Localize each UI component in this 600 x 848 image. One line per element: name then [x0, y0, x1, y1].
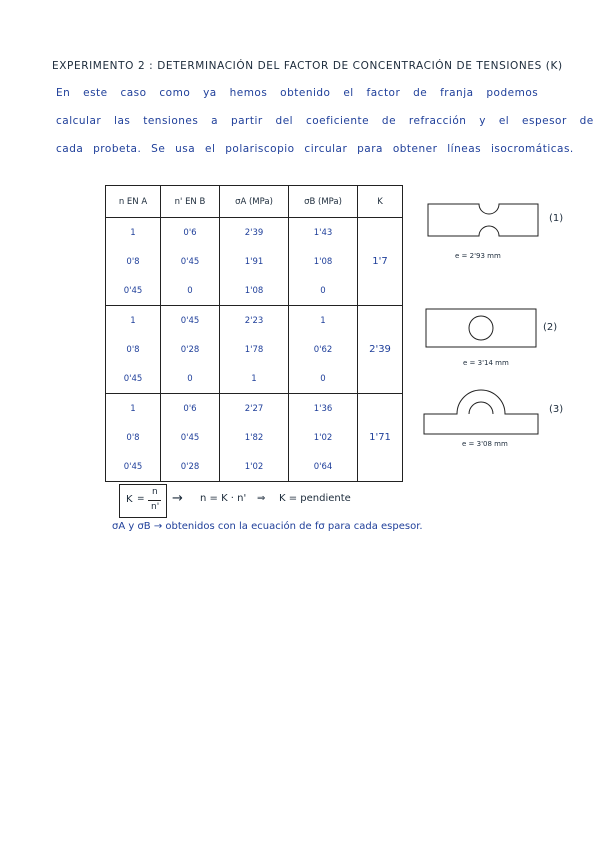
cell-sigma-a: 2'27 — [220, 394, 289, 424]
cell-sigma-b: 1'43 — [289, 218, 358, 248]
cell-n-b: 0 — [161, 276, 220, 306]
results-table — [105, 185, 403, 482]
cell-n-b: 0'45 — [161, 247, 220, 276]
cell-n-b: 0'28 — [161, 335, 220, 364]
figure-1-label: (1) — [549, 213, 564, 224]
note-line: σA y σB → obtenidos con la ecuación de fσ para cada espesor. — [112, 521, 423, 532]
header-sigma-a: σA (MPa) — [220, 186, 289, 218]
cell-sigma-a: 2'23 — [220, 306, 289, 336]
cell-n-a: 0'8 — [106, 247, 161, 276]
cell-n-a: 0'8 — [106, 423, 161, 452]
page-title: EXPERIMENTO 2 : DETERMINACIÓN DEL FACTOR DE CONCENTRACIÓN DE TENSIONES (K) — [52, 60, 563, 72]
paragraph-line-1: En este caso como ya hemos obtenido el factor de franja podemos — [56, 87, 539, 99]
cell-sigma-a: 1'78 — [220, 335, 289, 364]
cell-sigma-a: 1'82 — [220, 423, 289, 452]
specimen-notched-plate-drawing — [427, 200, 539, 240]
cell-n-a: 0'45 — [106, 452, 161, 482]
cell-sigma-b: 0 — [289, 276, 358, 306]
cell-k: 1'7 — [358, 218, 403, 306]
cell-n-b: 0'45 — [161, 423, 220, 452]
cell-n-b: 0'45 — [161, 306, 220, 336]
header-sigma-b: σB (MPa) — [289, 186, 358, 218]
specimen-plate-with-bump-drawing — [423, 388, 539, 438]
cell-n-b: 0'6 — [161, 218, 220, 248]
cell-sigma-b: 0 — [289, 364, 358, 394]
table-row — [106, 394, 403, 424]
cell-n-a: 1 — [106, 218, 161, 248]
figure-2-thickness: e = 3'14 mm — [463, 359, 509, 367]
cell-sigma-b: 1'36 — [289, 394, 358, 424]
table-header-row — [106, 186, 403, 218]
header-n-a: n EN A — [106, 186, 161, 218]
figure-2-label: (2) — [543, 322, 558, 333]
implies-icon: ⇒ — [257, 493, 266, 504]
formula-equals: = — [137, 494, 145, 504]
fraction-bar — [148, 500, 161, 501]
cell-k: 2'39 — [358, 306, 403, 394]
cell-n-b: 0 — [161, 364, 220, 394]
cell-n-a: 1 — [106, 306, 161, 336]
header-n-b: n' EN B — [161, 186, 220, 218]
header-k: K — [358, 186, 403, 218]
formula-box — [119, 484, 167, 518]
figure-3-label: (3) — [549, 404, 564, 415]
formula-conclusion: K = pendiente — [279, 493, 351, 504]
cell-n-b: 0'6 — [161, 394, 220, 424]
table-row — [106, 306, 403, 336]
cell-n-a: 0'8 — [106, 335, 161, 364]
formula-denominator: n' — [151, 502, 160, 512]
formula-numerator: n — [152, 487, 158, 497]
cell-sigma-b: 1 — [289, 306, 358, 336]
specimen-plate-with-hole-drawing — [425, 308, 537, 348]
cell-n-a: 1 — [106, 394, 161, 424]
formula-k: K — [126, 494, 133, 505]
arrow-icon: → — [172, 491, 183, 506]
formula-relation: n = K · n' — [200, 493, 247, 504]
cell-sigma-b: 1'02 — [289, 423, 358, 452]
cell-n-b: 0'28 — [161, 452, 220, 482]
paragraph-line-2: calcular las tensiones a partir del coeficiente de refracción y el espesor de — [56, 115, 594, 127]
cell-n-a: 0'45 — [106, 364, 161, 394]
cell-k: 1'71 — [358, 394, 403, 482]
table-row — [106, 218, 403, 248]
cell-sigma-a: 1'08 — [220, 276, 289, 306]
cell-sigma-b: 0'64 — [289, 452, 358, 482]
cell-sigma-a: 1'91 — [220, 247, 289, 276]
cell-sigma-b: 1'08 — [289, 247, 358, 276]
cell-sigma-b: 0'62 — [289, 335, 358, 364]
cell-sigma-a: 1 — [220, 364, 289, 394]
cell-sigma-a: 1'02 — [220, 452, 289, 482]
cell-n-a: 0'45 — [106, 276, 161, 306]
figure-3-thickness: e = 3'08 mm — [462, 440, 508, 448]
figure-1-thickness: e = 2'93 mm — [455, 252, 501, 260]
cell-sigma-a: 2'39 — [220, 218, 289, 248]
paragraph-line-3: cada probeta. Se usa el polariscopio circular para obtener líneas isocromáticas. — [56, 143, 574, 155]
